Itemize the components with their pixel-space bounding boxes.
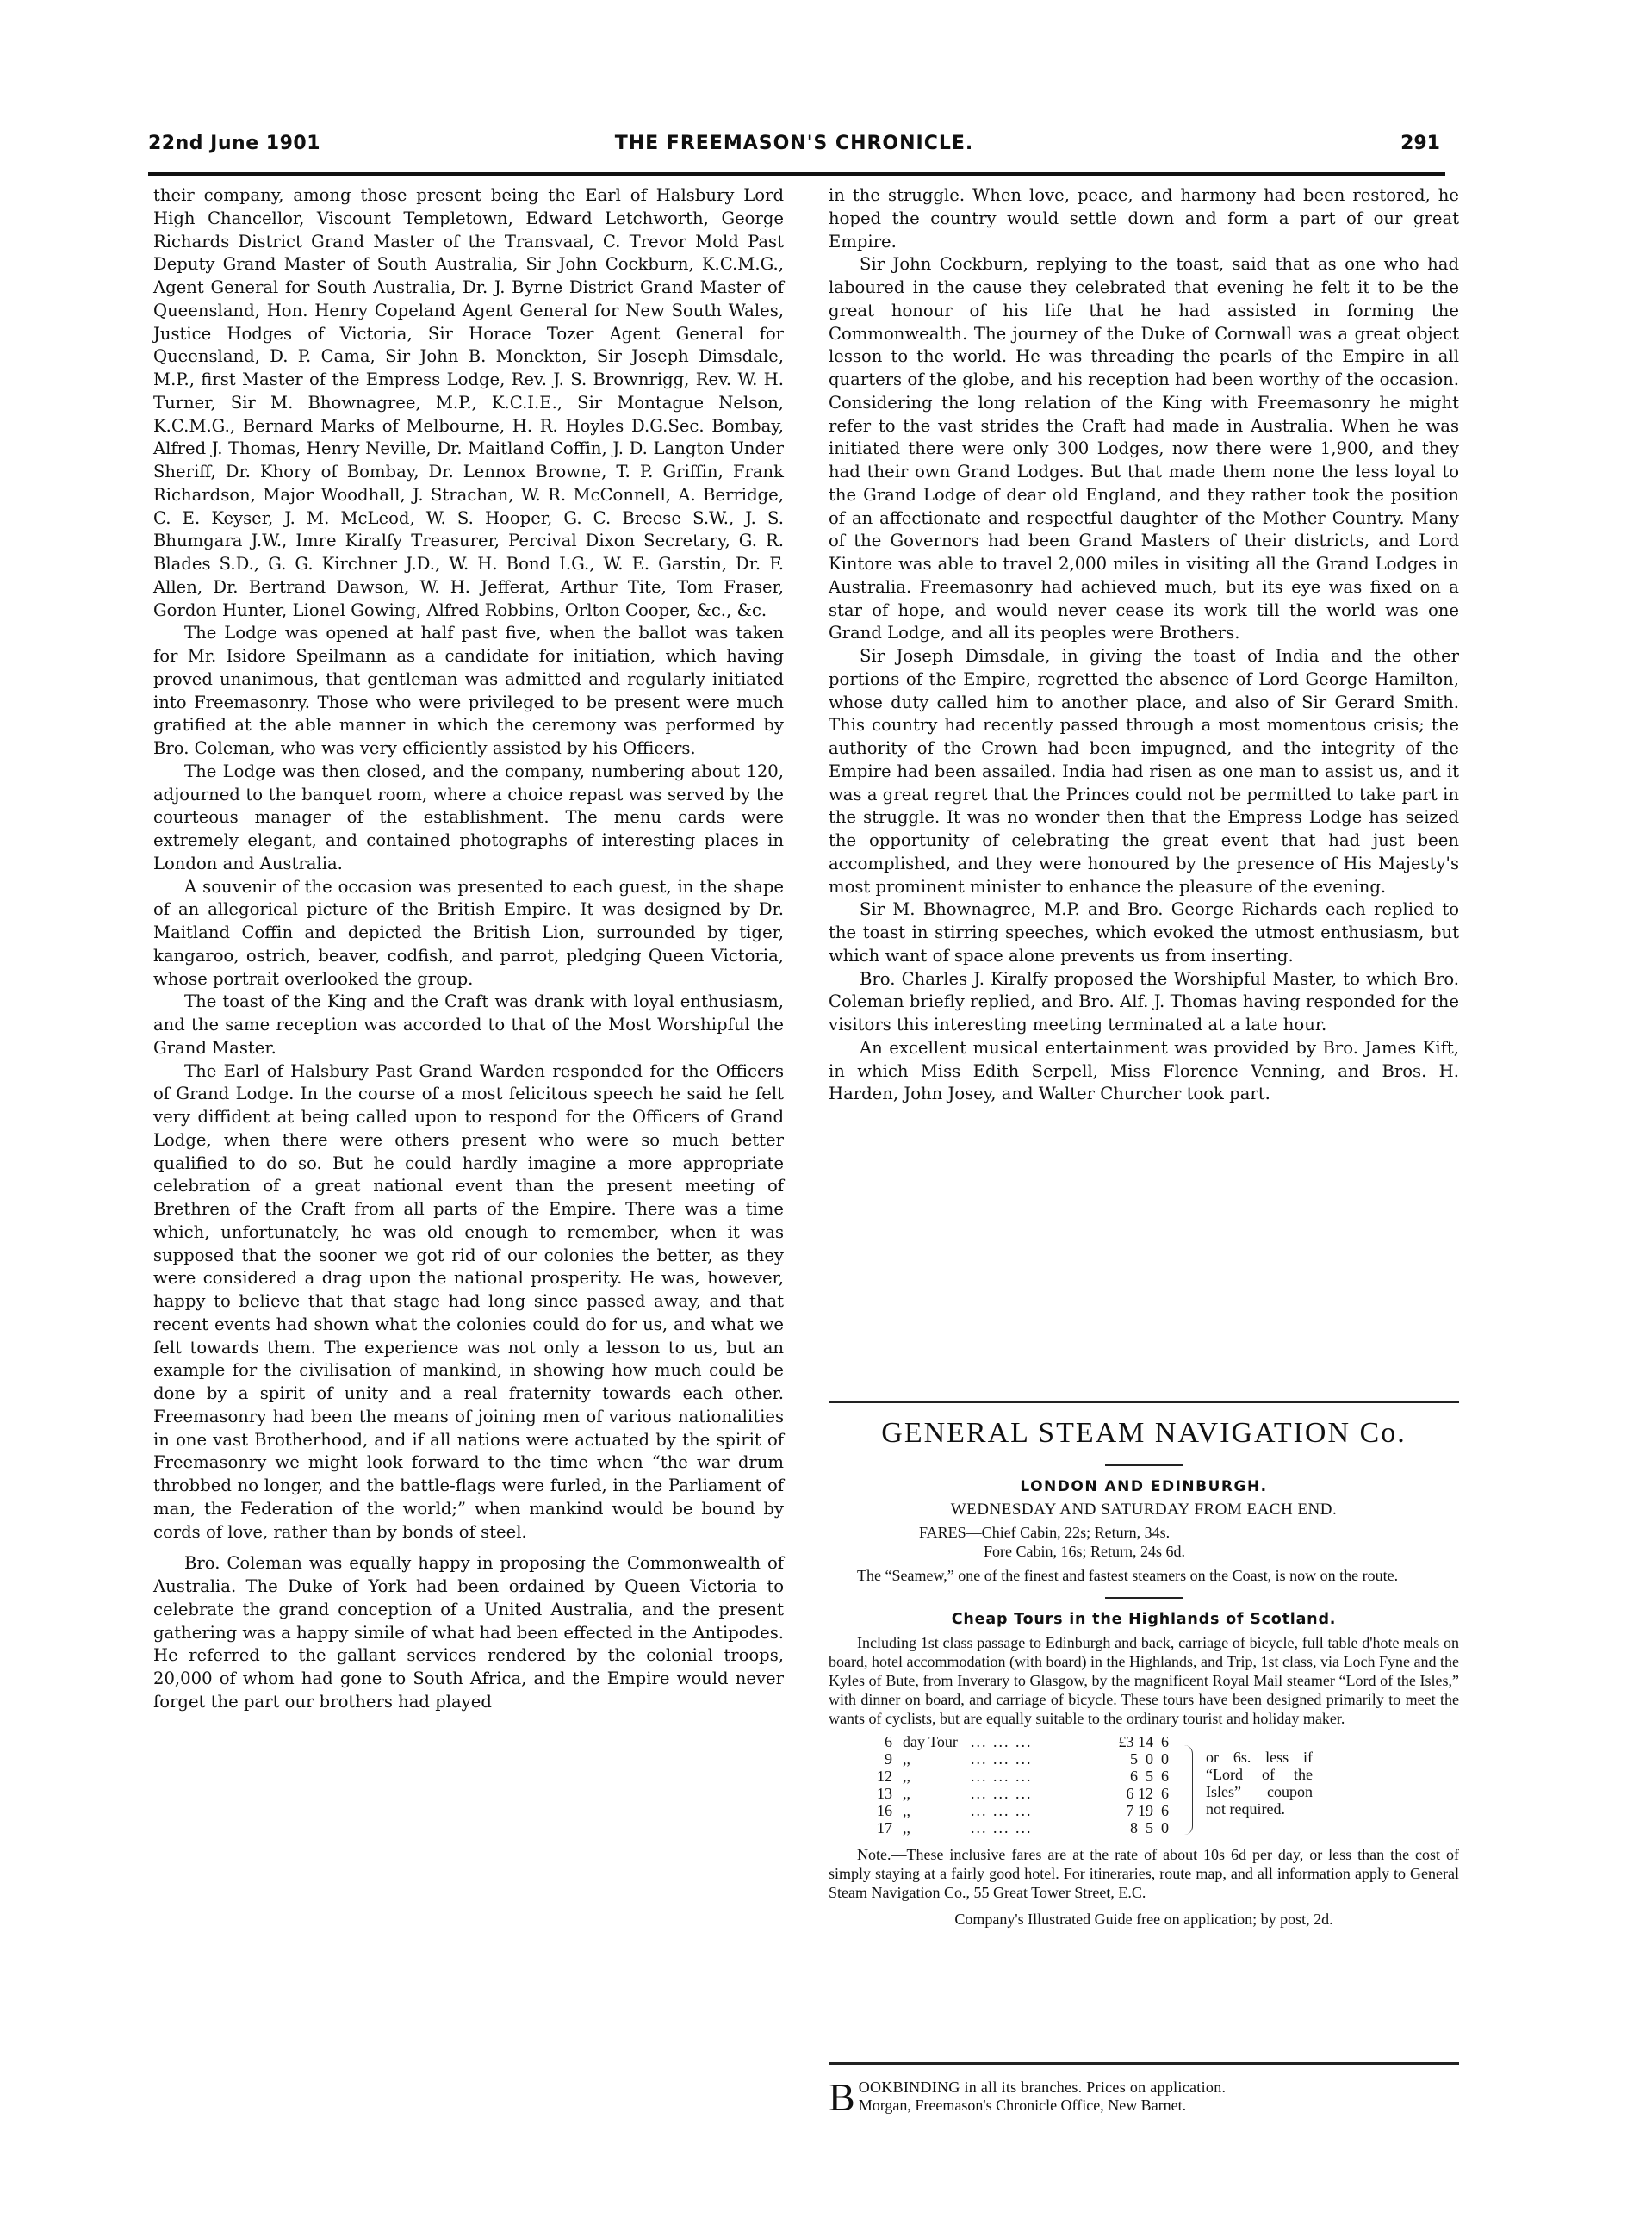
- bookbinding-line-2: Morgan, Freemason's Chronicle Office, New Barnet.: [858, 2097, 1187, 2114]
- section-divider: [829, 1401, 1459, 1403]
- tour-days: 17: [877, 1819, 892, 1836]
- article-paragraph: their company, among those present being the Earl of Halsbury Lord High Chancellor, Viscount Templetown, Edward Letchworth, George Richards District Grand Master of the Transvaal, C. Trevor Mold Past Deputy Grand Master of South Australia, Sir John Cockburn, K.C.M.G., Agent General for South Australia, Dr. J. Byrne District Grand Master of Queensland, Hon. Henry Copeland Agent General for New South Wales, Justice Hodges of Victoria, Sir Horace Tozer Agent General for Queensland, D. P. Cama, Sir John B. Monckton, Sir Joseph Dimsdale, M.P., first Master of the Empress Lodge, Rev. J. S. Brownrigg, Rev. W. H. Turner, Sir M. Bhownagree, M.P., K.C.I.E., Sir Montague Nelson, K.C.M.G., Bernard Marks of Melbourne, H. R. Hoyles D.G.Sec. Bombay, Alfred J. Thomas, Henry Neville, Dr. Maitland Coffin, J. D. Langton Under Sheriff, Dr. Khory of Bombay, Dr. Lennox Browne, T. P. Griffin, Frank Richardson, Major Woodhall, J. Strachan, W. R. McConnell, A. Berridge, C. E. Keyser, J. M. McLeod, W. S. Hooper, G. C. Breese S.W., J. S. Bhumgara J.W., Imre Kiralfy Treasurer, Percival Dixon Secretary, G. R. Blades S.D., G. G. Kirchner J.D., W. H. Bond I.G., W. E. Garstin, Dr. F. Allen, Dr. Bertrand Dawson, W. H. Jefferat, Arthur Tite, Tom Fraser, Gordon Hunter, Lionel Gowing, Alfred Robbins, Orlton Cooper, &c., &c.: [153, 185, 784, 620]
- ad-company-name: GENERAL STEAM NAVIGATION Co.: [881, 1417, 1407, 1449]
- tour-row: [829, 1785, 1173, 1802]
- tour-days: 12: [877, 1768, 892, 1785]
- tour-row: [829, 1750, 1173, 1768]
- tour-row: [829, 1733, 1173, 1750]
- article-paragraph: The toast of the King and the Craft was drank with loyal enthusiasm, and the same reception was accorded to that of the Most Worshipful the Grand Master.: [153, 991, 784, 1058]
- tour-row: [829, 1802, 1173, 1819]
- tour-unit: day Tour: [903, 1733, 958, 1750]
- tour-price: 6 12 6: [1126, 1785, 1169, 1802]
- tour-unit: ,,: [903, 1785, 910, 1802]
- steam-navigation-advertisement: [829, 1409, 1459, 1929]
- section-divider: [829, 2062, 1459, 2065]
- bookbinding-advertisement: [829, 2075, 1459, 2119]
- ad-fares: [829, 1523, 1459, 1561]
- tour-days: 9: [885, 1750, 892, 1768]
- ad-short-rule: [1105, 1464, 1183, 1466]
- tours-description: Including 1st class passage to Edinburgh and back, carriage of bicycle, full table d'hote meals on board, hotel accommodation (with board) in the Highlands, and Trip, 1st class, via Loch Fyne and the Kyles of Bute, from Inverary to Glasgow, by the magnificent Royal Mail steamer “Lord of the Isles,” with dinner on board, and carriage of bicycle. These tours have been designed primarily to meet the wants of cyclists, but are equally suitable to the ordinary tourist and holiday maker.: [829, 1634, 1459, 1727]
- bookbinding-line-1: OOKBINDING in all its branches. Prices on application.: [858, 2079, 1227, 2096]
- article-paragraph: The Lodge was then closed, and the company, numbering about 120, adjourned to the banquet room, where a choice repast was served by the courteous manager of the establishment. The menu cards were extremely elegant, and contained photographs of interesting places in London and Australia.: [153, 761, 784, 873]
- masthead-rule: [148, 172, 1445, 176]
- tour-price: 5 0 0: [1130, 1750, 1169, 1768]
- fares-fore-cabin: Fore Cabin, 16s; Return, 24s 6d.: [984, 1543, 1185, 1560]
- fares-chief-cabin: FARES—Chief Cabin, 22s; Return, 34s.: [919, 1524, 1171, 1541]
- tour-unit: ,,: [903, 1802, 910, 1819]
- ad-steamer-note: The “Seamew,” one of the finest and fastest steamers on the Coast, is now on the route.: [857, 1567, 1399, 1584]
- tours-heading: Cheap Tours in the Highlands of Scotland.: [951, 1611, 1337, 1628]
- article-paragraph: A souvenir of the occasion was presented to each guest, in the shape of an allegorical picture of the British Empire. It was designed by Dr. Maitland Coffin and depicted the British Lion, surrounded by tiger, kangaroo, ostrich, beaver, codfish, and parrot, pledging Queen Victoria, whose portrait overlooked the group.: [153, 876, 784, 989]
- article-paragraph: Sir John Cockburn, replying to the toast, said that as one who had laboured in the cause they celebrated that evening he felt it to be the great honour of his life that he had assisted in forming the Commonwealth. The journey of the Duke of Cornwall was a great object lesson to the world. He was threading the pearls of the Empire in all quarters of the globe, and his reception had been worthy of the occasion. Considering the long relation of the King with Freemasonry he might refer to the vast strides the Craft had made in Australia. When he was initiated there were only 300 Lodges, now there were 1,900, and they had their own Grand Lodges. But that made them none the less loyal to the Grand Lodge of dear old England, and they rather took the position of an affectionate and respectful daughter of the Mother Country. Many of the Governors had been Grand Masters of their districts, and Lord Kintore was able to travel 2,000 miles in visiting all the Grand Lodges in Australia. Freemasonry had achieved much, but its eye was fixed on a star of hope, and would never cease its work till the world was one Grand Lodge, and all its peoples were Brothers.: [829, 254, 1459, 643]
- right-column: [829, 184, 1459, 1106]
- article-paragraph: Bro. Charles J. Kiralfy proposed the Worshipful Master, to which Bro. Coleman briefly replied, and Bro. Alf. J. Thomas having responded for the visitors this interesting meeting terminated at a late hour.: [829, 968, 1459, 1035]
- article-paragraph: in the struggle. When love, peace, and harmony had been restored, he hoped the country would settle down and form a part of our great Empire.: [829, 185, 1459, 252]
- leader-dots: ... ... ...: [971, 1768, 1033, 1785]
- issue-date: 22nd June 1901: [148, 133, 321, 154]
- tour-price: 6 5 6: [1130, 1768, 1169, 1785]
- article-paragraph: Sir Joseph Dimsdale, in giving the toast of India and the other portions of the Empire, regretted the absence of Lord George Hamilton, whose duty called him to another place, and also of Sir Gerard Smith. This country had recently passed through a most momentous crisis; the authority of the Crown had been impugned, and the integrity of the Empire had been assailed. India had risen as one man to assist us, and it was a great regret that the Princes could not be permitted to take part in the struggle. It was no wonder then that the Empress Lodge has seized the opportunity of celebrating the great event that had just been accomplished, and they were honoured by the presence of His Majesty's most prominent minister to enhance the pleasure of the evening.: [829, 646, 1459, 897]
- ad-route: LONDON AND EDINBURGH.: [1020, 1478, 1268, 1495]
- leader-dots: ... ... ...: [971, 1819, 1033, 1836]
- tour-unit: ,,: [903, 1819, 910, 1836]
- leader-dots: ... ... ...: [971, 1733, 1033, 1750]
- ad-short-rule: [1105, 1597, 1183, 1599]
- brace-icon: [1183, 1745, 1193, 1835]
- tour-days: 16: [877, 1802, 892, 1819]
- tour-row: [829, 1768, 1173, 1785]
- ad-guide-offer: Company's Illustrated Guide free on application; by post, 2d.: [954, 1911, 1333, 1928]
- tour-days: 6: [885, 1733, 892, 1750]
- tour-price-table: [829, 1733, 1459, 1840]
- publication-title: THE FREEMASON'S CHRONICLE.: [614, 133, 974, 154]
- ad-fare-note: Note.—These inclusive fares are at the rate of about 10s 6d per day, or less than the cost of simply staying at a fairly good hotel. For itineraries, route map, and all information apply to General Steam Navigation Co., 55 Great Tower Street, E.C.: [829, 1846, 1459, 1901]
- tour-price: £3 14 6: [1118, 1733, 1169, 1750]
- tour-unit: ,,: [903, 1750, 910, 1768]
- page-number: 291: [1400, 133, 1440, 154]
- leader-dots: ... ... ...: [971, 1750, 1033, 1768]
- leader-dots: ... ... ...: [971, 1802, 1033, 1819]
- article-paragraph: The Lodge was opened at half past five, when the ballot was taken for Mr. Isidore Speilmann as a candidate for initiation, which having proved unanimous, that gentleman was admitted and regularly initiated into Freemasonry. Those who were privileged to be present were much gratified at the able manner in which the ceremony was performed by Bro. Coleman, who was very efficiently assisted by his Officers.: [153, 623, 784, 758]
- left-column: [153, 184, 784, 1714]
- tour-price: 7 19 6: [1126, 1802, 1169, 1819]
- masthead: [148, 129, 1440, 164]
- article-paragraph: The Earl of Halsbury Past Grand Warden responded for the Officers of Grand Lodge. In the course of a most felicitous speech he said he felt very diffident at being called upon to respond for the Officers of Grand Lodge, when there were others present who were so much better qualified to do so. But he could hardly imagine a more appropriate celebration of a great national event than the present meeting of Brethren of the Craft from all parts of the Empire. There was a time which, unfortunately, he was old enough to remember, when it was supposed that the sooner we got rid of our colonies the better, as they were considered a drag upon the national prosperity. He was, however, happy to believe that that stage had long since passed away, and that recent events had shown what the colonies could do for us, and what we felt towards them. The experience was not only a lesson to us, but an example for the civilisation of mankind, in showing how much could be done by a spirit of unity and a real fraternity towards each other. Freemasonry had been the means of joining men of various nationalities in one vast Brotherhood, and if all nations were actuated by the spirit of Freemasonry we might look forward to the time when “the war drum throbbed no longer, and the battle-flags were furled, in the Parliament of man, the Federation of the world;” when mankind would be bound by cords of love, rather than by bonds of steel.: [153, 1060, 784, 1542]
- tour-bracket-note: or 6s. less if “Lord of the Isles” coupon not required.: [1206, 1749, 1313, 1818]
- drop-cap: B: [829, 2075, 855, 2119]
- tour-row: [829, 1819, 1173, 1836]
- article-paragraph: Sir M. Bhownagree, M.P. and Bro. George Richards each replied to the toast in stirring speeches, which evoked the utmost enthusiasm, but which want of space alone prevents us from inserting.: [829, 899, 1459, 966]
- article-paragraph: Bro. Coleman was equally happy in proposing the Commonwealth of Australia. The Duke of York had been ordained by Queen Victoria to celebrate the grand conception of a United Australia, and the present gathering was a happy simile of what had been effected in the Antipodes. He referred to the gallant services rendered by the colonial troops, 20,000 of whom had gone to South Africa, and the Empire would never forget the part our brothers had played: [153, 1553, 784, 1712]
- leader-dots: ... ... ...: [971, 1785, 1033, 1802]
- ad-schedule: WEDNESDAY AND SATURDAY FROM EACH END.: [950, 1501, 1338, 1519]
- tour-days: 13: [877, 1785, 892, 1802]
- tour-price: 8 5 0: [1130, 1819, 1169, 1836]
- article-paragraph: An excellent musical entertainment was provided by Bro. James Kift, in which Miss Edith Serpell, Miss Florence Venning, and Bros. H. Harden, John Josey, and Walter Churcher took part.: [829, 1037, 1459, 1104]
- tour-unit: ,,: [903, 1768, 910, 1785]
